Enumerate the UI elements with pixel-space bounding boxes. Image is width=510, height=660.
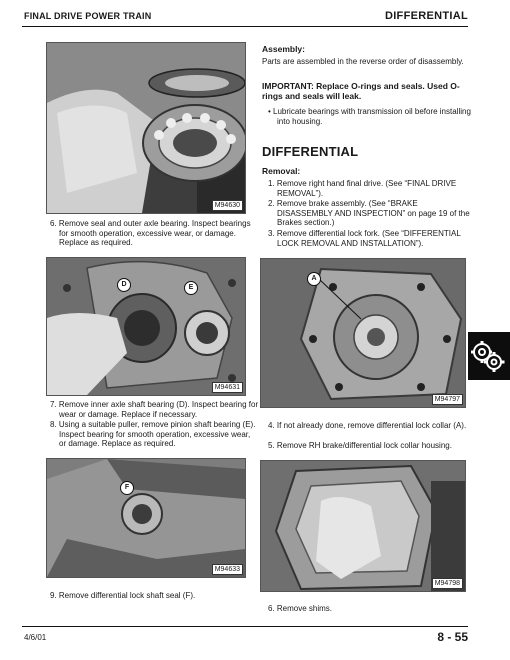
callout-e: E xyxy=(184,281,198,295)
assembly-heading: Assembly: xyxy=(262,44,305,54)
section-title-differential: DIFFERENTIAL xyxy=(262,144,359,159)
photo-inner-bearings xyxy=(46,257,246,396)
removal-step-5: 5. Remove RH brake/differential lock collar housing. xyxy=(268,441,452,450)
gears-icon xyxy=(468,332,510,380)
header-rule xyxy=(22,26,468,27)
assembly-text: Parts are assembled in the reverse order of disassembly. xyxy=(262,57,464,66)
step-8: 8. Using a suitable puller, remove pinion shaft bearing (E). Inspect bearing for smooth operation, excessive wear, or damage. Replace as required. xyxy=(50,420,256,449)
removal-step-3: 3. Remove differential lock fork. (See “DIFFERENTIAL LOCK REMOVAL AND INSTALLATION”). xyxy=(268,229,461,248)
photo-remove-shims xyxy=(260,460,466,592)
figure-id-label: M94797 xyxy=(432,394,463,405)
removal-heading: Removal: xyxy=(262,166,301,176)
important-note: IMPORTANT: Replace O-rings and seals. Used O-rings and seals will leak. xyxy=(262,81,460,101)
footer-rule xyxy=(22,626,468,627)
callout-d: D xyxy=(117,278,131,292)
figure-id-label: M94633 xyxy=(212,564,243,575)
section-tab xyxy=(468,332,510,380)
photo-differential-lock-collar xyxy=(260,258,466,408)
page-number: 8 - 55 xyxy=(437,630,468,644)
photo-lock-shaft-seal xyxy=(46,458,246,578)
figure-id-label: M94798 xyxy=(432,578,463,589)
callout-f: F xyxy=(120,481,134,495)
removal-step-4: 4. If not already done, remove differential lock collar (A). xyxy=(268,421,467,430)
footer-date: 4/6/01 xyxy=(24,633,47,642)
callout-a: A xyxy=(307,272,321,286)
photo-seal-outer-bearing xyxy=(46,42,246,214)
step-7: 7. Remove inner axle shaft bearing (D). Inspect bearing for wear or damage. Replace if necessary. xyxy=(50,400,259,419)
removal-step-1: 1. Remove right hand final drive. (See “FINAL DRIVE REMOVAL”). xyxy=(268,179,457,198)
lubricate-bullet: • Lubricate bearings with transmission oil before installing into housing. xyxy=(268,107,471,126)
step-9: 9. Remove differential lock shaft seal (F). xyxy=(50,591,196,600)
header-chapter-title: DIFFERENTIAL xyxy=(384,10,468,22)
removal-step-6: 6. Remove shims. xyxy=(268,604,333,613)
figure-id-label: M94630 xyxy=(212,200,243,211)
step-6: 6. Remove seal and outer axle bearing. Inspect bearings for smooth operation, excessive wear, or damage. Replace as required. xyxy=(50,219,251,248)
removal-step-2: 2. Remove brake assembly. (See “BRAKE DISASSEMBLY AND INSPECTION” on page 19 of the Brakes section.) xyxy=(268,199,470,228)
figure-id-label: M94631 xyxy=(212,382,243,393)
header-section-title: FINAL DRIVE POWER TRAIN xyxy=(24,11,152,21)
